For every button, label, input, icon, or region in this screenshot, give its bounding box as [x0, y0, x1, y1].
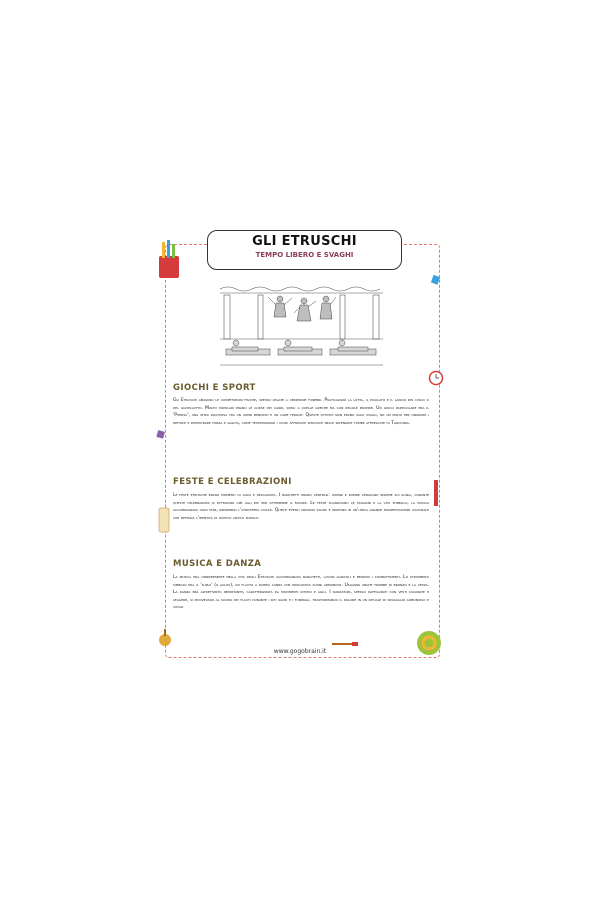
lute-icon [156, 628, 174, 648]
section-title-musica: MUSICA E DANZA [173, 559, 262, 569]
section-text-giochi: Gli Etruschi amavano le competizioni fisiche, spesso legate a cerimonie funebri. Praticavano la lotta, il pugilato e il lancio del disco o del giavellotto. Molto popolari erano le corse dei carri, simili a quelle greche ma con regole proprie. Un gioco particolare era il 'Phersu', una sfida rischiosa tra un uomo bendato e un cane feroce. Queste attività non erano solo svago, ma un modo per onorare i defunti e dimostrare forza e agilità, come testimoniano i vividi affreschi ritrovati nelle splendide tombe affrescate di Tarquinia. [173, 398, 429, 426]
pencil-cup-icon [155, 240, 185, 280]
footer-url[interactable]: www.gogobrain.it [273, 648, 327, 655]
page-title: GLI ETRUSCHI [252, 234, 357, 249]
section-text-musica: La musica era onnipresente nella vita degli Etruschi accompagnava banchetti, lavori agricoli e persino i combattimenti. Lo strumento simbolo era il 'suplu' (o aulos), un flauto a doppia canna che produceva suoni armoniosi. Usavano anche trombe di bronzo e la cetra. La danza era altrettanto importante, caratterizzata da movimenti ritmici e agili. I danzatori, spesso raffigurati con vesti colorate e leggere, si muovevano al suono dei flauti durante i riti sacri e i funerali, trasformando il dolore in un rituale di passaggio armonioso e vitale. [173, 575, 429, 611]
brush-icon [330, 640, 360, 648]
section-text-feste: Le feste etrusche erano momenti di gioia e religiosità. I banchetti erano centrali: uomini e donne cenavano insieme sui klinai, durante queste celebrazioni si offrivano cibi agli dei per ottenerne il favore. Le feste scandivano le stagioni e la vita pubblica, la musica accompagnava ogni fase, rendendo l'atmosfera vivace. Questi eventi univano sacro e profano in un'unica grande manifestazione culturale che definiva l'identità di questo antico popolo. [173, 493, 429, 521]
scroll-icon [156, 505, 172, 535]
eraser-icon [431, 274, 441, 286]
section-title-feste: FESTE E CELEBRAZIONI [173, 477, 292, 487]
sticker-icon [156, 430, 166, 440]
etruscan-fresco-illustration [218, 283, 385, 367]
title-box [207, 230, 402, 270]
crayon-icon [431, 478, 441, 508]
page-subtitle: TEMPO LIBERO E SVAGHI [255, 251, 354, 259]
clock-icon [428, 370, 444, 386]
section-title-giochi: GIOCHI E SPORT [173, 383, 256, 393]
